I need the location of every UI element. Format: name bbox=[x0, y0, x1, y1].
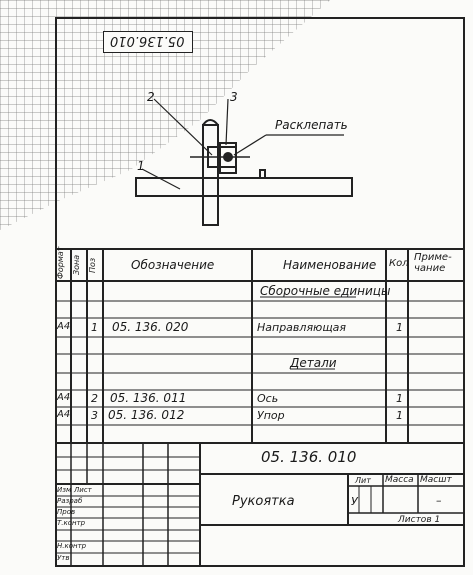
role-razrab: Разраб bbox=[57, 497, 83, 505]
header-name: Наименование bbox=[283, 258, 377, 272]
row2-qty: 1 bbox=[396, 392, 403, 405]
title-name: Рукоятка bbox=[232, 494, 295, 509]
mass-label: Масса bbox=[385, 475, 414, 485]
callout-2: 2 bbox=[147, 90, 155, 104]
role-prov: Пров bbox=[57, 508, 76, 516]
section-assembly-units: Сборочные единицы bbox=[260, 284, 391, 298]
header-qty: Кол bbox=[389, 258, 409, 269]
scale-label: Масшт bbox=[420, 475, 452, 485]
lit-label: Лит bbox=[355, 476, 371, 485]
row1-format: А4 bbox=[57, 321, 71, 332]
lit-value: У bbox=[351, 495, 358, 508]
header-format: Формат bbox=[56, 246, 65, 279]
header-designation: Обозначение bbox=[131, 258, 215, 272]
header-note: Приме- чание bbox=[414, 252, 452, 274]
top-stamp-text: 05.136.010 bbox=[110, 33, 185, 48]
title-designation: 05. 136. 010 bbox=[261, 448, 357, 466]
note-rasklepat: Расклепать bbox=[275, 118, 348, 132]
role-nkontr: Н.контр bbox=[57, 542, 87, 550]
row1-name: Направляющая bbox=[257, 321, 347, 334]
row1-pos: 1 bbox=[91, 321, 98, 334]
row3-qty: 1 bbox=[396, 409, 403, 422]
role-tkontr: Т.контр bbox=[57, 519, 86, 527]
callout-1: 1 bbox=[137, 159, 145, 173]
role-list: Лист bbox=[74, 486, 92, 494]
row2-pos: 2 bbox=[91, 392, 98, 405]
scale-value: – bbox=[436, 494, 442, 507]
role-utv: Утв bbox=[57, 554, 70, 562]
callout-3: 3 bbox=[230, 90, 238, 104]
row3-designation: 05. 136. 012 bbox=[108, 408, 185, 422]
header-zone: Зона bbox=[72, 254, 81, 275]
row3-format: А4 bbox=[57, 409, 71, 420]
role-izm: Изм bbox=[57, 486, 72, 494]
row3-name: Упор bbox=[257, 409, 285, 422]
row2-designation: 05. 136. 011 bbox=[110, 391, 187, 405]
header-pos: Поз bbox=[88, 257, 97, 273]
row1-designation: 05. 136. 020 bbox=[112, 320, 189, 334]
section-parts: Детали bbox=[290, 356, 337, 370]
sheets-label: Листов 1 bbox=[398, 515, 441, 525]
row1-qty: 1 bbox=[396, 321, 403, 334]
row3-pos: 3 bbox=[91, 409, 98, 422]
row2-format: А4 bbox=[57, 392, 71, 403]
row2-name: Ось bbox=[257, 392, 279, 405]
